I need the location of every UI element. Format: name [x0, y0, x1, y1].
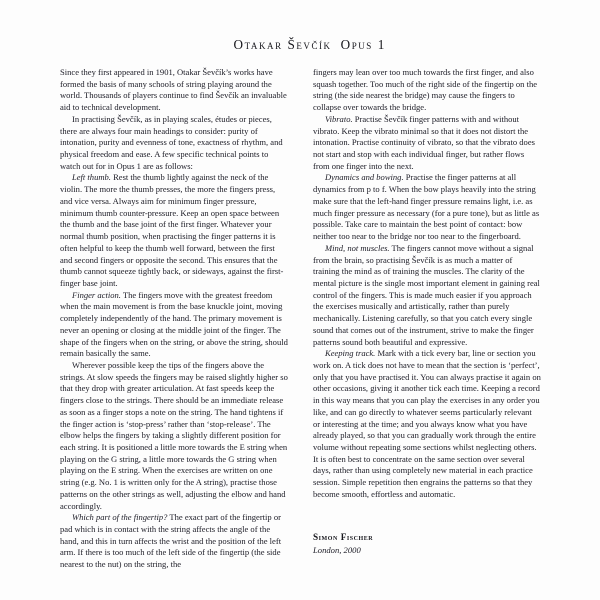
paragraph-lead-italic: Mind, not muscles. [325, 242, 390, 253]
paragraph-text: Since they first appeared in 1901, Otakar Ševčík’s works have formed the basis of many schools of string playing around the world. Thousands of players continue to find Ševčík an invaluable aid to technical development. [60, 67, 287, 113]
signature-author: Simon Fischer [313, 531, 374, 542]
page-title [0, 0, 600, 69]
right-column [313, 67, 541, 571]
paragraph-lead-italic: Vibrato. [325, 113, 353, 124]
paragraph [313, 114, 541, 173]
page-title-opus: Opus 1 [340, 37, 386, 52]
two-column-body [60, 67, 541, 571]
paragraph [60, 512, 288, 571]
paragraph [313, 243, 541, 348]
paragraph-lead-italic: Which part of the fingertip? [72, 512, 168, 523]
paragraph [313, 348, 541, 500]
paragraph [60, 290, 288, 360]
paragraph-text: In practising Ševčík, as in playing scales, études or pieces, there are always four main headings to consider: purity of intonation, purity and evenness of tone, exactness of rhythm, and physical freedom and ease. A few specific technical points to watch out for in Opus 1 are as follows: [60, 113, 283, 171]
paragraph-text: Mark with a tick every bar, line or section you work on. A tick does not have to mean that the section is ‘perfect’, only that you have practised it. You can always practise it again on other occasions, giving it another tick each time. Keeping a record in this way means that you can play the exercises in any order you like, and can go directly to whatever seems particularly relevant or interesting at the time; and you always know what you have already played, so that you can gradually work through the entire volume without repeating some sections whilst neglecting others. It is often best to concentrate on the same section over several days, rather than using completely new material in each practice session. Simple repetition then engrains the patterns so that they become smooth, effortless and automatic. [313, 348, 541, 499]
paragraph-lead-italic: Left thumb. [72, 172, 111, 183]
paragraph [60, 114, 288, 173]
paragraph-lead-italic: Dynamics and bowing. [325, 172, 404, 183]
page-title-composer: Otakar Ševčík [233, 37, 332, 52]
paragraph-text: The fingers move with the greatest freedom when the main movement is from the base knuckle joint, moving completely independently of the hand. The primary movement is never an opening or closing at the middle joint of the finger. The shape of the fingers when on the string, or above the string, should remain basically the same. [60, 289, 288, 359]
paragraph [60, 360, 288, 512]
paragraph-lead-italic: Finger action. [72, 289, 121, 300]
paragraph-text: The fingers cannot move without a signal from the brain, so practising Ševčík is as much a matter of training the mind as of training the muscles. The clarity of the mental picture is the single most important element in gaining real control of the fingers. This is made much easier if you approach the exercises musically and artistically, rather than purely mechanically. Listening carefully, so that you catch every single sound that comes out of the instrument, strive to make the finger patterns sound both beautiful and expressive. [313, 242, 540, 347]
signature-place-date: London, 2000 [313, 544, 361, 555]
paragraph [313, 172, 541, 242]
signature-block [313, 531, 541, 556]
paragraph-lead-italic: Keeping track. [325, 348, 376, 359]
paragraph-text: Practise the finger patterns at all dynamics from p to f. When the bow plays heavily into the string make sure that the left-hand finger pressure remains light, i.e. as much finger pressure as necessary (for a pure tone), but as little as possible. Take care to maintain the best point of contact: bow neither too near to the bridge nor too near to the fingerboard. [313, 172, 540, 242]
paragraph-text: Rest the thumb lightly against the neck of the violin. The more the thumb presses, the more the fingers press, and vice versa. Always aim for minimum finger pressure, minimum thumb counter-pressure. Keep an open space between the thumb and the base joint of the first finger. Whatever your normal thumb position, when practising the finger patterns it is often helpful to keep the thumb well forward, between the first and second fingers or opposite the second. This ensures that the thumb cannot squeeze tightly back, or sideways, against the first-finger base joint. [60, 172, 284, 288]
paragraph [60, 67, 288, 114]
paragraph-text: Wherever possible keep the tips of the fingers above the strings. At slow speeds the fingers may be raised slightly higher so that they drop with greater articulation. At fast speeds keep the fingers close to the strings. There should be an immediate release as soon as a finger stops a note on the string. The hand tightens if the finger action is ‘stop-press’ rather than ‘stop-release’. The elbow helps the fingers by taking a slightly different position for each string. It is positioned a little more towards the E string when playing on the G string, a little more towards the G string when playing on the E string. When the exercises are written on one string (e.g. No. 1 is written only for the A string), practise those patterns on the other strings as well, adjusting the elbow and hand accordingly. [60, 359, 288, 511]
paragraph [60, 172, 288, 289]
paragraph-text: The exact part of the fingertip or pad which is in contact with the string affects the angle of the hand, and this in turn affects the wrist and the position of the left arm. If there is too much of the left side of the fingertip (the side nearest to the nut) on the string, the [60, 512, 282, 570]
paragraph-text: fingers may lean over too much towards the first finger, and also squash together. Too much of the right side of the fingertip on the string (the side nearest the bridge) may cause the fingers to collapse over towards the bridge. [313, 67, 538, 113]
paragraph [313, 67, 541, 114]
paragraph-text: Practise Ševčík finger patterns with and without vibrato. Keep the vibrato minimal so that it does not distort the intonation. Practise continuity of vibrato, so that the vibrato does not start and stop with each individual finger, but rather flows from one finger into the next. [313, 113, 535, 171]
left-column [60, 67, 288, 571]
